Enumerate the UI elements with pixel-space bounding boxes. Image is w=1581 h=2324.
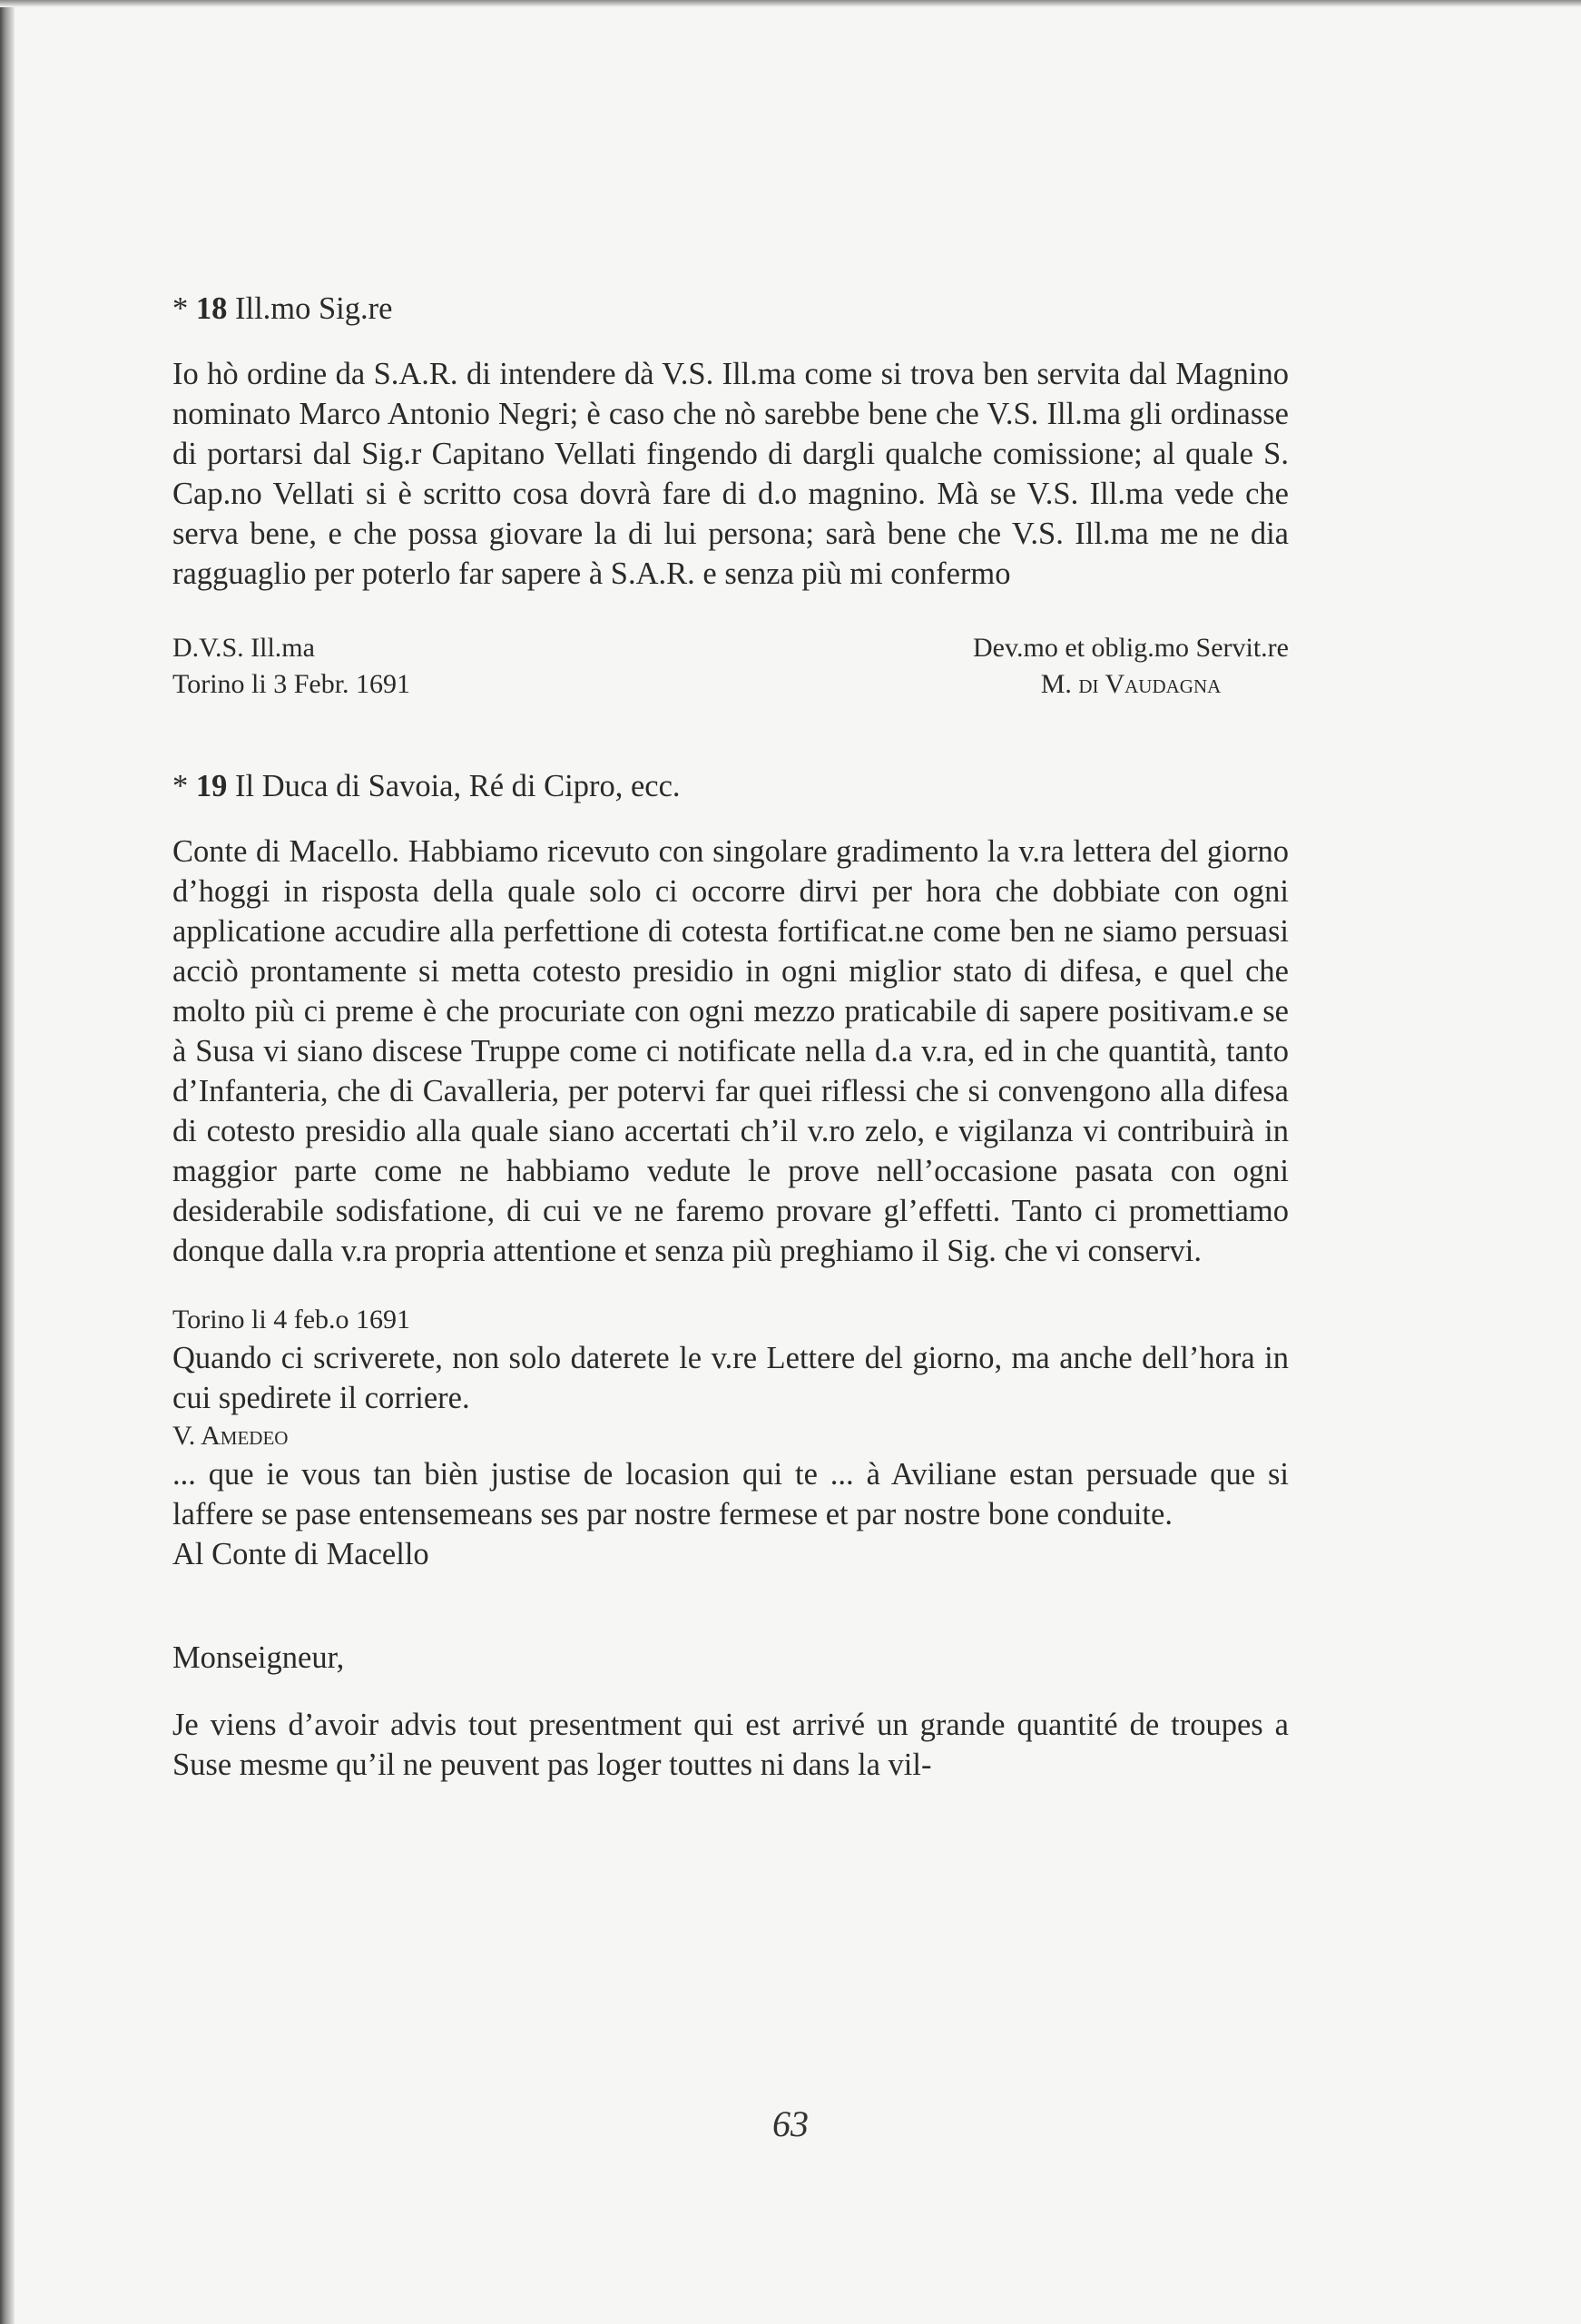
letter-20-salutation: Monseigneur, [172, 1640, 345, 1675]
letter-19 [172, 766, 1289, 1574]
closing-left-line-1: D.V.S. Ill.ma [172, 633, 315, 663]
letter-18-closing-right [973, 630, 1289, 703]
letter-19-addressee: Al Conte di Macello [172, 1537, 429, 1571]
letter-19-body: Conte di Macello. Habbiamo ricevuto con singolare gradimento la v.ra lettera del giorno d’hoggi in risposta della quale solo ci occorre dirvi per hora che dobbiate con ogni applicatione accudire alla perfettione di cotesta fortificat.ne come ben ne siamo persuasi acciò prontamente si metta cotesto presidio in ogni miglior stato di difesa, e quel che molto più ci preme è che procuriate con ogni mezzo praticabile di sapere positivam.e se à Susa vi siano discese Truppe come ci notificate nella d.a v.ra, ed in che quantità, tanto d’Infanteria, che di Cavalleria, per potervi far quei riflessi che si convengono alla difesa di cotesto presidio alla quale siano accertati ch’il v.ro zelo, e vigilanza vi contribuirà in maggior parte come ne habbiamo vedute le prove nell’occasione pasata con ogni desiderabile sodisfatione, di cui ve ne faremo provare gl’effetti. Tanto ci promettiamo donque dalla v.ra propria attentione et senza più preghiamo il Sig. che vi conservi. [172, 834, 1289, 1268]
letter-19-heading: * 19 Il Duca di Savoia, Ré di Cipro, ecc. [172, 769, 681, 803]
page-number: 63 [772, 2103, 809, 2144]
page-binding-shadow [0, 0, 15, 2324]
closing-left-line-2: Torino li 3 Febr. 1691 [172, 669, 411, 699]
letter-18 [172, 289, 1289, 703]
letter-18-closing-left [172, 630, 410, 703]
letter-18-closing [172, 630, 1289, 703]
letter-19-postscript: Quando ci scriverete, non solo daterete le v.re Lettere del giorno, ma anche dell’hora in cui spedirete il corriere. [172, 1341, 1289, 1415]
page-top-shadow [0, 0, 1581, 7]
letter-19-french-note: ... que ie vous tan bièn justise de locasion qui te ... à Aviliane estan persuade que si laffere se pase entensemeans ses par nostre fermese et par nostre bone conduite. [172, 1457, 1289, 1531]
letter-19-number: 19 [195, 769, 228, 803]
letter-18-number: 18 [195, 291, 228, 326]
letter-20 [172, 1638, 1289, 1785]
letter-19-heading-text: Il Duca di Savoia, Ré di Cipro, ecc. [235, 769, 681, 803]
letter-18-heading: * 18 Ill.mo Sig.re [172, 291, 393, 326]
signature-amedeo: V. Amedeo [172, 1421, 289, 1451]
closing-right-line-1: Dev.mo et oblig.mo Servit.re [973, 633, 1289, 663]
signature-vaudagna: M. di Vaudagna [1040, 669, 1222, 699]
letter-18-body: Io hò ordine da S.A.R. di intendere dà V.S. Ill.ma come si trova ben servita dal Magnino nominato Marco Antonio Negri; è caso che nò sarebbe bene che V.S. Ill.ma gli ordinasse di portarsi dal Sig.r Capitano Vellati fingendo di dargli qualche comissione; al quale S. Cap.no Vellati si è scritto cosa dovrà fare di d.o magnino. Mà se V.S. Ill.ma vede che serva bene, e che possa giovare la di lui persona; sarà bene che V.S. Ill.ma me ne dia ragguaglio per poterlo far sapere à S.A.R. e senza più mi confermo [172, 357, 1289, 591]
letter-20-body: Je viens d’avoir advis tout presentment qui est arrivé un grande quantité de troupes a Suse mesme qu’il ne peuvent pas loger touttes ni dans la vil- [172, 1708, 1289, 1782]
letter-18-salutation: Ill.mo Sig.re [235, 291, 393, 326]
letter-19-date: Torino li 4 feb.o 1691 [172, 1305, 411, 1334]
page-content [172, 289, 1289, 1785]
